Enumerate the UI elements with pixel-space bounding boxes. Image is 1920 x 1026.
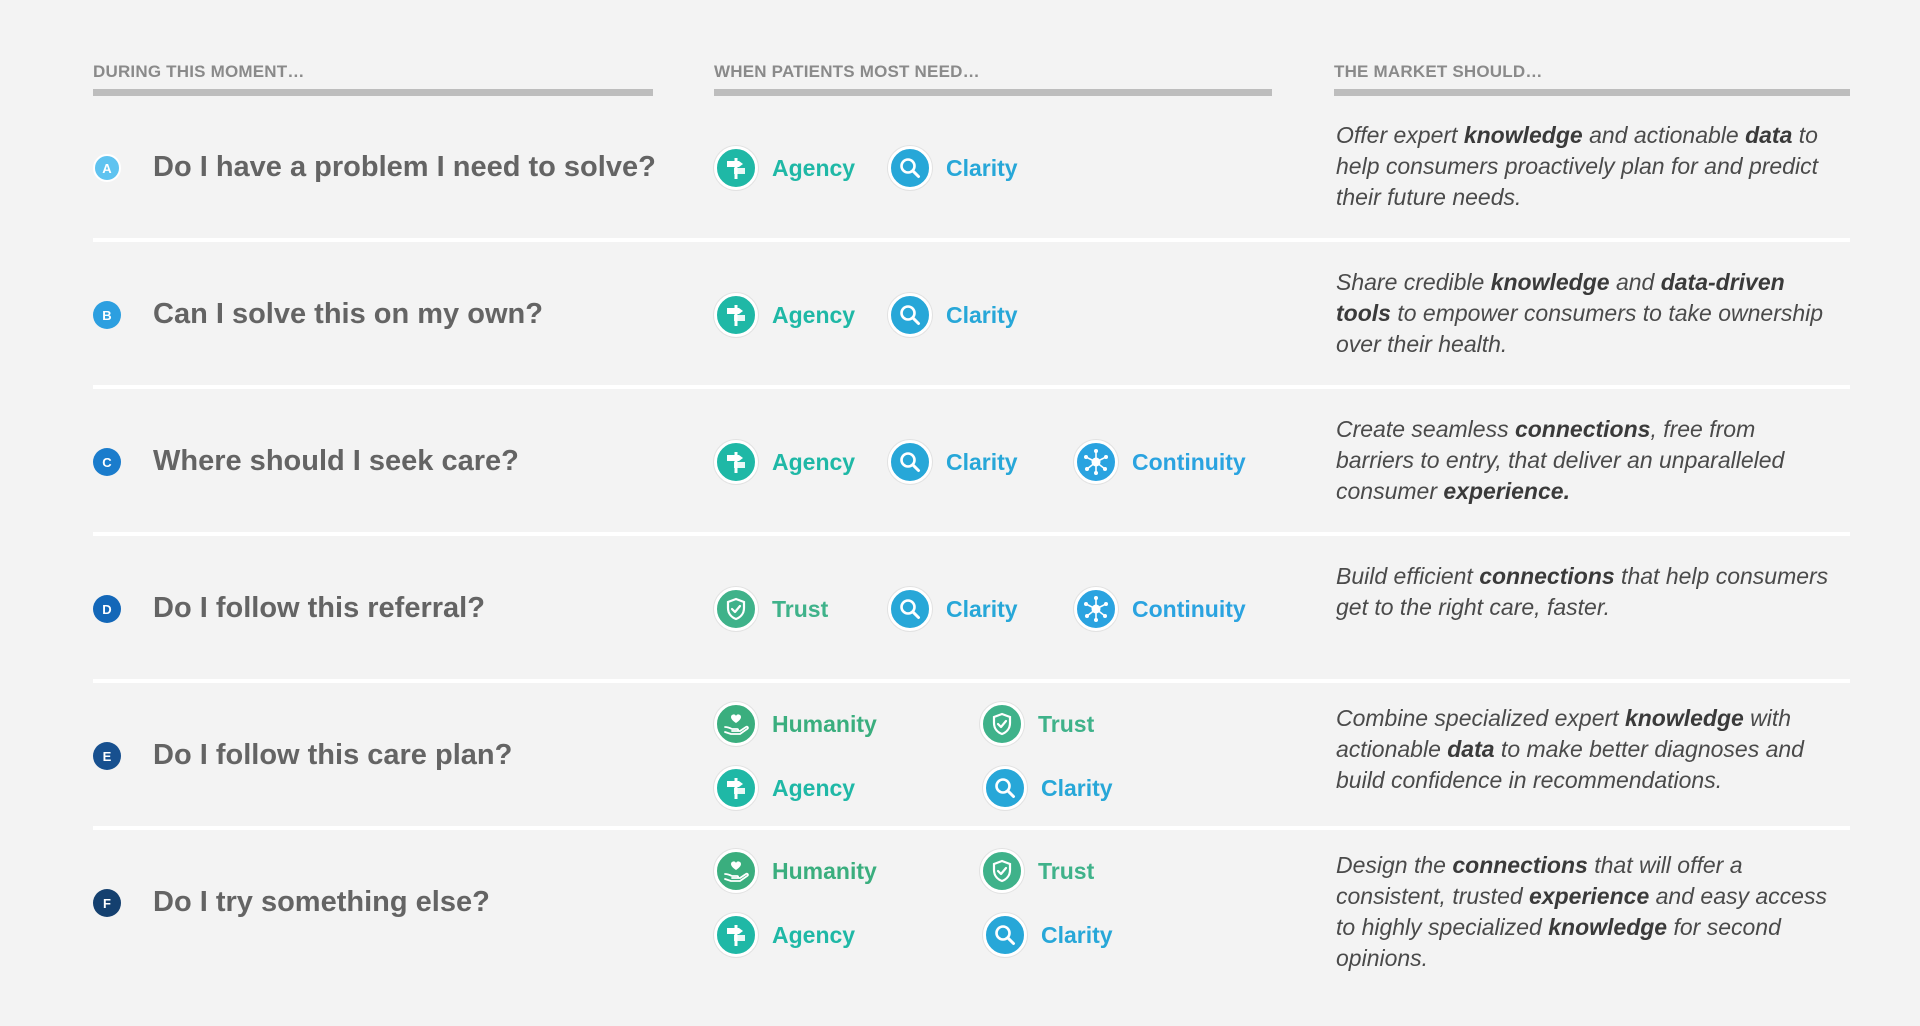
signpost-icon (714, 766, 758, 810)
moment-question: Do I have a problem I need to solve? (153, 151, 656, 183)
table-row (93, 389, 1850, 536)
moment-question: Do I follow this care plan? (153, 739, 513, 771)
need-clarity (983, 766, 1113, 810)
moment-letter-badge: B (93, 301, 121, 329)
need-label: Agency (772, 921, 856, 948)
body-text: that help consumers get to the right care, faster. (1336, 563, 1829, 620)
moment-letter-badge: F (93, 889, 121, 917)
need-clarity (888, 293, 1018, 337)
signpost-icon (714, 440, 758, 484)
table-row (93, 683, 1850, 830)
need-label: Trust (1038, 710, 1095, 737)
body-text: and actionable (1582, 122, 1746, 148)
shield-icon (980, 702, 1024, 746)
emphasis-text: data (1447, 736, 1495, 762)
need-label: Agency (772, 774, 856, 801)
emphasis-text: data (1745, 122, 1793, 148)
need-humanity (714, 702, 877, 746)
column-header-market: THE MARKET SHOULD… (1334, 62, 1850, 96)
body-text: Offer expert (1336, 122, 1464, 148)
emphasis-text: experience. (1443, 478, 1570, 504)
need-label: Trust (772, 595, 829, 622)
need-label: Clarity (1041, 921, 1113, 948)
need-label: Agency (772, 448, 856, 475)
emphasis-text: connections (1514, 416, 1651, 442)
magnifier-icon (888, 587, 932, 631)
body-text: that will offer a consistent, trusted (1336, 852, 1743, 909)
magnifier-icon (888, 293, 932, 337)
signpost-icon (714, 913, 758, 957)
moment-question: Do I try something else? (153, 886, 490, 918)
emphasis-text: knowledge (1490, 269, 1610, 295)
column-header-moment: DURING THIS MOMENT… (93, 62, 653, 96)
need-humanity (714, 849, 877, 893)
table-row (93, 536, 1850, 683)
need-label: Humanity (772, 857, 877, 884)
moment-letter-badge: D (93, 595, 121, 623)
magnifier-icon (888, 440, 932, 484)
market-recommendation (1336, 703, 1836, 796)
need-agency (714, 293, 855, 337)
column-header-need: WHEN PATIENTS MOST NEED… (714, 62, 1272, 96)
moment-letter-badge: C (93, 448, 121, 476)
need-agency (714, 440, 855, 484)
body-text: with actionable (1336, 705, 1792, 762)
need-continuity (1074, 587, 1246, 631)
signpost-icon (714, 146, 758, 190)
need-trust (980, 702, 1094, 746)
emphasis-text: data-driven tools (1336, 269, 1785, 326)
need-trust (980, 849, 1094, 893)
need-label: Continuity (1132, 595, 1246, 622)
body-text: to make better diagnoses and build confidence in recommendations. (1336, 736, 1804, 793)
heart-hand-icon (714, 849, 758, 893)
emphasis-text: knowledge (1624, 705, 1744, 731)
need-label: Agency (772, 154, 856, 181)
moment-question: Where should I seek care? (153, 445, 519, 477)
body-text: , free from barriers to entry, that deliver an unparalleled consumer (1336, 416, 1785, 504)
need-trust (714, 587, 828, 631)
need-label: Humanity (772, 710, 877, 737)
need-clarity (888, 587, 1018, 631)
need-label: Clarity (946, 154, 1018, 181)
table-row (93, 242, 1850, 389)
need-clarity (983, 913, 1113, 957)
network-icon (1074, 587, 1118, 631)
table-row (93, 95, 1850, 242)
body-text: to help consumers proactively plan for and predict their future needs. (1336, 122, 1818, 210)
need-agency (714, 913, 855, 957)
body-text: Design the (1336, 852, 1453, 878)
emphasis-text: knowledge (1548, 914, 1668, 940)
body-text: for second opinions. (1336, 914, 1781, 971)
body-text: Combine specialized expert (1336, 705, 1625, 731)
need-label: Trust (1038, 857, 1095, 884)
market-recommendation (1336, 414, 1836, 507)
body-text: and easy access to highly specialized (1336, 883, 1827, 940)
body-text: Build efficient (1336, 563, 1480, 589)
need-label: Clarity (1041, 774, 1113, 801)
emphasis-text: knowledge (1463, 122, 1583, 148)
network-icon (1074, 440, 1118, 484)
body-text: and (1609, 269, 1661, 295)
moment-question: Do I follow this referral? (153, 592, 485, 624)
table-row (93, 830, 1850, 977)
market-recommendation (1336, 120, 1836, 213)
market-recommendation (1336, 267, 1836, 360)
need-label: Clarity (946, 301, 1018, 328)
market-recommendation (1336, 561, 1836, 623)
need-label: Continuity (1132, 448, 1246, 475)
emphasis-text: experience (1529, 883, 1650, 909)
need-agency (714, 766, 855, 810)
body-text: Share credible (1336, 269, 1491, 295)
need-label: Agency (772, 301, 856, 328)
heart-hand-icon (714, 702, 758, 746)
need-label: Clarity (946, 595, 1018, 622)
emphasis-text: connections (1452, 852, 1588, 878)
market-recommendation (1336, 850, 1836, 974)
shield-icon (714, 587, 758, 631)
magnifier-icon (983, 913, 1027, 957)
magnifier-icon (888, 146, 932, 190)
moment-letter-badge: A (93, 154, 121, 182)
moment-letter-badge: E (93, 742, 121, 770)
shield-icon (980, 849, 1024, 893)
body-text: to empower consumers to take ownership over their health. (1336, 300, 1824, 357)
body-text: Create seamless (1336, 416, 1515, 442)
need-agency (714, 146, 855, 190)
need-clarity (888, 440, 1018, 484)
signpost-icon (714, 293, 758, 337)
magnifier-icon (983, 766, 1027, 810)
need-label: Clarity (946, 448, 1018, 475)
emphasis-text: connections (1479, 563, 1615, 589)
need-continuity (1074, 440, 1246, 484)
need-clarity (888, 146, 1018, 190)
moment-question: Can I solve this on my own? (153, 298, 543, 330)
